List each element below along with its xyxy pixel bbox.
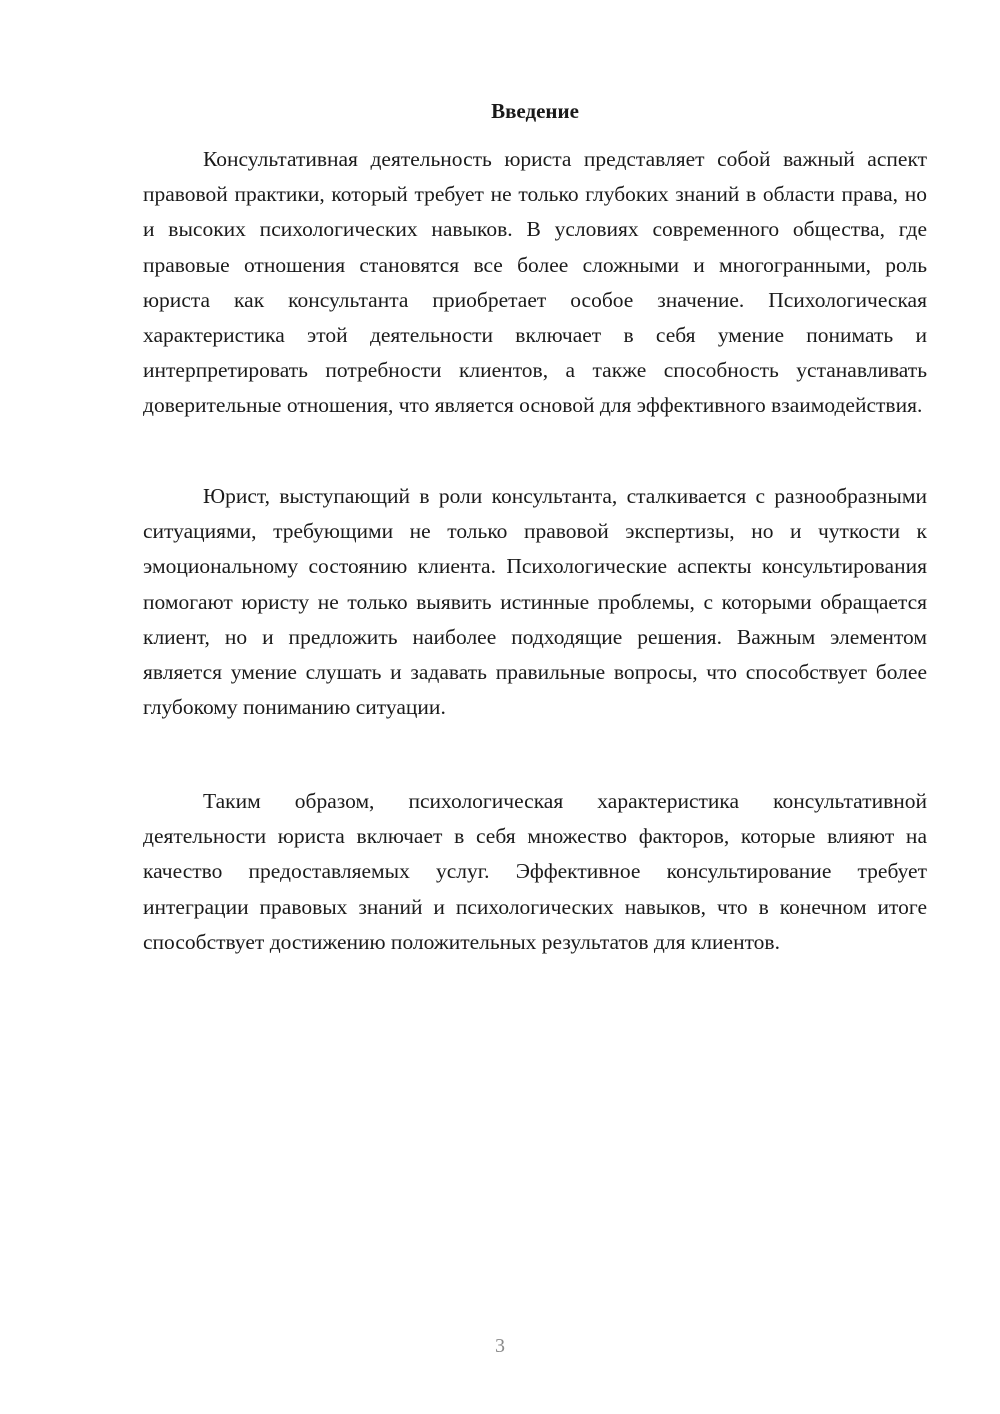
- section-heading: Введение: [491, 99, 579, 123]
- paragraph-2: Юрист, выступающий в роли консультанта, сталкивается с разнообразными ситуациями, требующими не только правовой экспертизы, но и чуткости к эмоциональному состоянию клиента. Психологические аспекты консультирования помогают юристу не только выявить истинные проблемы, с которыми обращается клиент, но и предложить наиболее подходящие решения. Важным элементом является умение слушать и задавать правильные вопросы, что способствует более глубокому пониманию ситуации.: [143, 484, 927, 720]
- paragraph-3: Таким образом, психологическая характеристика консультативной деятельности юриста включает в себя множество факторов, которые влияют на качество предоставляемых услуг. Эффективное консультирование требует интеграции правовых знаний и психологических навыков, что в конечном итоге способствует достижению положительных результатов для клиентов.: [143, 789, 927, 954]
- paragraph-1: Консультативная деятельность юриста представляет собой важный аспект правовой практики, который требует не только глубоких знаний в области права, но и высоких психологических навыков. В условиях современного общества, где правовые отношения становятся все более сложными и многогранными, роль юриста как консультанта приобретает особое значение. Психологическая характеристика этой деятельности включает в себя умение понимать и интерпретировать потребности клиентов, а также способность устанавливать доверительные отношения, что является основой для эффективного взаимодействия.: [143, 147, 927, 418]
- page-number: 3: [495, 1335, 505, 1357]
